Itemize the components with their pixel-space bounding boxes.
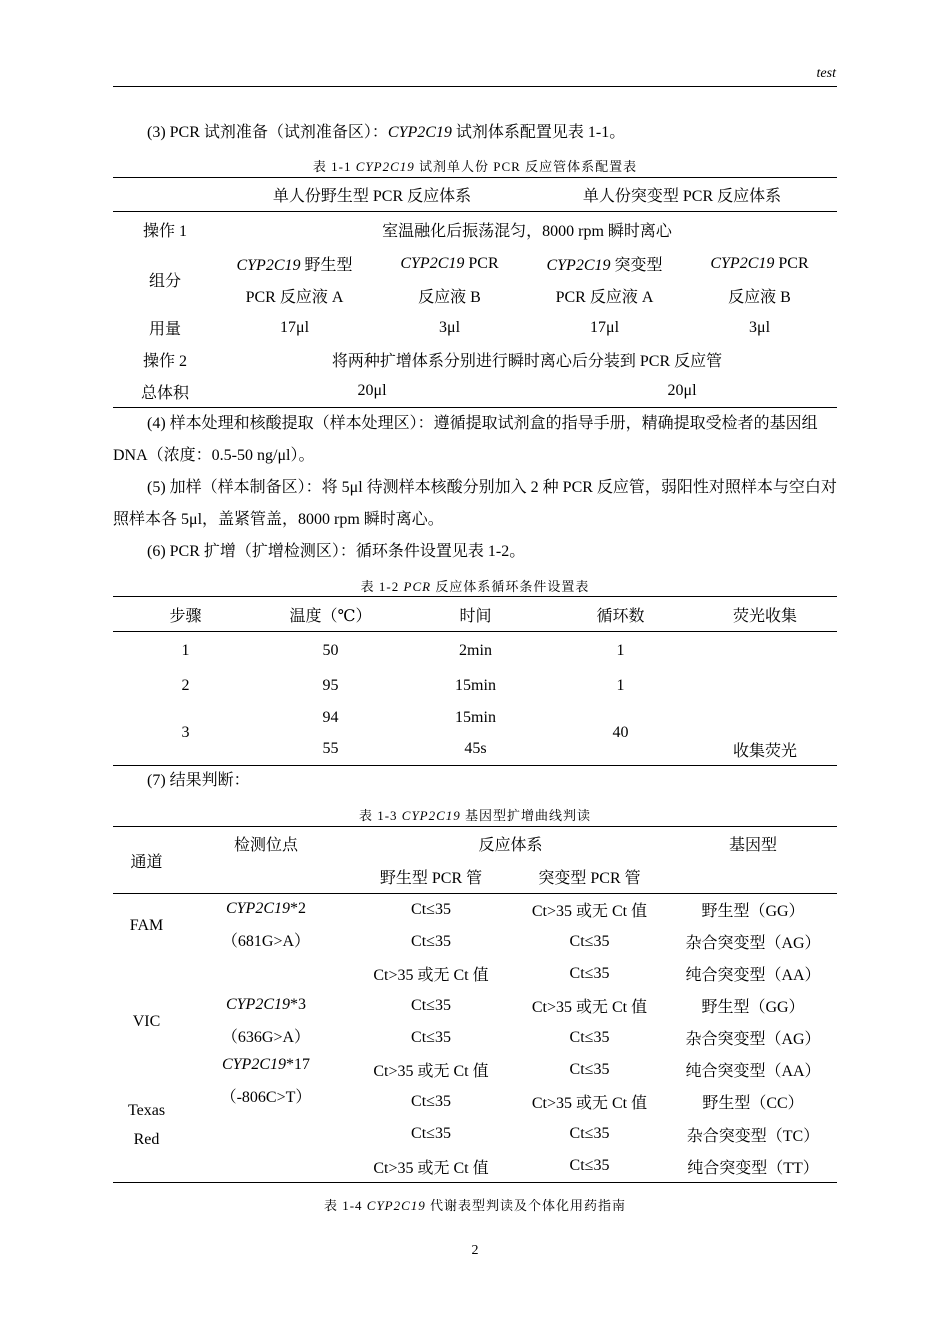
t3-genotype: 杂合突变型（TC） (686, 1127, 820, 1145)
t3-genotype: 杂合突变型（AG） (685, 935, 821, 952)
t3-h-wild-tube: 野生型 PCR 管 (379, 870, 483, 888)
table3-genotype-reading (113, 826, 837, 1183)
t2-cell: 1 (616, 676, 625, 694)
t3-site: CYP2C19*3 （636G>A） (221, 996, 311, 1046)
t3-mut: Ct≤35 (569, 1125, 610, 1142)
t3-wild: Ct>35 或无 Ct 值 (373, 967, 489, 984)
t3-channel: FAM (129, 916, 164, 934)
step6-paragraph: (6) PCR 扩增（扩增检测区）：循环条件设置见表 1-2。 (147, 543, 526, 560)
t3-mut: Ct>35 或无 Ct 值 (531, 999, 648, 1016)
step3-paragraph: (3) PCR 试剂准备（试剂准备区）：CYP2C19 试剂体系配置见表 1-1。 (147, 124, 626, 141)
t1-comp-cell: CYP2C19 PCR (400, 254, 499, 272)
t1-comp-cell: PCR 反应液 A (245, 289, 344, 306)
t1-op1-label: 操作 1 (142, 223, 187, 241)
t3-wild: Ct≤35 (411, 996, 451, 1014)
t3-site: CYP2C19*17 （-806C>T） (220, 1055, 312, 1106)
table3-caption: 表 1-3 CYP2C19 基因型扩增曲线判读 (358, 808, 592, 823)
t2-cell: 45s (464, 740, 487, 758)
t1-head-mut: 单人份突变型 PCR 反应体系 (582, 188, 782, 205)
t1-comp-cell: 反应液 B (418, 289, 481, 306)
running-header: test (816, 66, 836, 81)
t2-cell (693, 632, 837, 670)
t3-site: CYP2C19*2 （681G>A） (221, 900, 311, 951)
table2-cycle-conditions (113, 596, 837, 766)
t3-wild: Ct≤35 (411, 1092, 451, 1110)
t1-dose: 3μl (748, 318, 771, 336)
table1-reagent-config (113, 177, 837, 408)
t3-wild: Ct>35 或无 Ct 值 (373, 1159, 489, 1177)
t2-cell: 15min (455, 676, 496, 694)
t2-cell: 2min (459, 641, 492, 659)
t1-op2-label: 操作 2 (142, 353, 187, 370)
t2-cell: 50 (322, 641, 339, 659)
t1-comp-cell: CYP2C19 PCR (710, 254, 809, 272)
page-number: 2 (471, 1243, 479, 1258)
t1-total-label: 总体积 (140, 384, 189, 402)
t1-total: 20μl (357, 382, 387, 400)
t3-h-mut-tube: 突变型 PCR 管 (538, 870, 641, 888)
t1-comp-cell: PCR 反应液 A (555, 289, 654, 306)
t2-cell: 55 (322, 740, 339, 758)
t1-dose: 3μl (438, 318, 461, 336)
t3-genotype: 杂合突变型（AG） (685, 1031, 821, 1048)
t2-cell: 1 (616, 641, 625, 659)
t2-cell: 2 (181, 676, 190, 694)
table1-caption: 表 1-1 CYP2C19 试剂单人份 PCR 反应管体系配置表 (312, 159, 638, 174)
t3-wild: Ct≤35 (411, 1028, 451, 1046)
step7-paragraph: (7) 结果判断： (147, 772, 250, 789)
t3-h-system: 反应体系 (478, 837, 543, 855)
t1-dose-label: 用量 (148, 321, 181, 338)
step4-paragraph: (4) 样本处理和核酸提取（样本处理区）：遵循提取试剂盒的指导手册，精确提取受检者的基因组 DNA（浓度：0.5-50 ng/μl）。 (113, 415, 818, 464)
t1-dose: 17μl (589, 318, 620, 336)
t3-genotype: 野生型（GG） (701, 903, 805, 921)
t3-h-site: 检测位点 (233, 837, 298, 855)
t2-cell: 40 (612, 724, 629, 742)
t1-op2-text: 将两种扩增体系分别进行瞬时离心后分装到 PCR 反应管 (331, 353, 723, 370)
t3-wild: Ct≤35 (411, 900, 451, 918)
t2-header: 温度（℃） (289, 607, 372, 625)
step5-paragraph: (5) 加样（样本制备区）：将 5μl 待测样本核酸分别加入 2 种 PCR 反应管，弱阳性对照样本与空白对照样本各 5μl，盖紧管盖，8000 rpm 瞬时离心。 (113, 479, 837, 528)
t1-comp-cell: CYP2C19 野生型 (236, 257, 353, 274)
t1-total: 20μl (667, 382, 697, 400)
t1-head-wild: 单人份野生型 PCR 反应体系 (272, 188, 472, 205)
t1-op1-text: 室温融化后振荡混匀，8000 rpm 瞬时离心 (382, 223, 672, 241)
t2-cell (693, 670, 837, 702)
t3-genotype: 纯合突变型（AA） (685, 967, 821, 984)
t1-comp-label: 组分 (148, 273, 181, 290)
header-rule (113, 86, 837, 87)
t1-comp-cell: CYP2C19 突变型 (546, 257, 663, 274)
t2-cell: 收集荧光 (732, 742, 797, 760)
t3-mut: Ct≤35 (569, 1060, 610, 1078)
t2-header: 时间 (459, 607, 492, 625)
table2-caption: 表 1-2 PCR 反应体系循环条件设置表 (360, 579, 590, 594)
t3-channel: VIC (132, 1012, 161, 1030)
t3-wild: Ct>35 或无 Ct 值 (373, 1063, 489, 1080)
t3-mut: Ct≤35 (569, 932, 610, 950)
t2-header: 步骤 (169, 607, 202, 625)
t2-cell: 15min (455, 708, 496, 726)
t3-mut: Ct>35 或无 Ct 值 (531, 903, 648, 921)
t3-h-channel: 通道 (113, 827, 180, 894)
t2-cell: 3 (181, 724, 190, 742)
table4-caption: 表 1-4 CYP2C19 代谢表型判读及个体化用药指南 (323, 1198, 627, 1213)
t2-header: 荧光收集 (732, 607, 797, 625)
t3-genotype: 纯合突变型（TT） (687, 1159, 819, 1177)
t3-mut: Ct≤35 (569, 1157, 610, 1175)
t3-channel: Texas Red (127, 1101, 166, 1148)
t3-genotype: 野生型（CC） (702, 1095, 804, 1112)
t2-cell: 1 (181, 641, 190, 659)
t3-mut: Ct>35 或无 Ct 值 (531, 1095, 648, 1112)
t2-header: 循环数 (596, 607, 645, 625)
t3-mut: Ct≤35 (569, 1028, 610, 1046)
t2-cell: 95 (322, 676, 339, 694)
t3-h-genotype: 基因型 (728, 837, 777, 855)
t3-wild: Ct≤35 (411, 932, 451, 950)
t2-cell: 94 (322, 708, 339, 726)
t3-genotype: 纯合突变型（AA） (685, 1063, 821, 1080)
t3-genotype: 野生型（GG） (701, 999, 805, 1016)
t1-dose: 17μl (279, 318, 310, 336)
t3-mut: Ct≤35 (569, 964, 610, 982)
t1-comp-cell: 反应液 B (728, 289, 791, 306)
t3-wild: Ct≤35 (411, 1125, 451, 1142)
